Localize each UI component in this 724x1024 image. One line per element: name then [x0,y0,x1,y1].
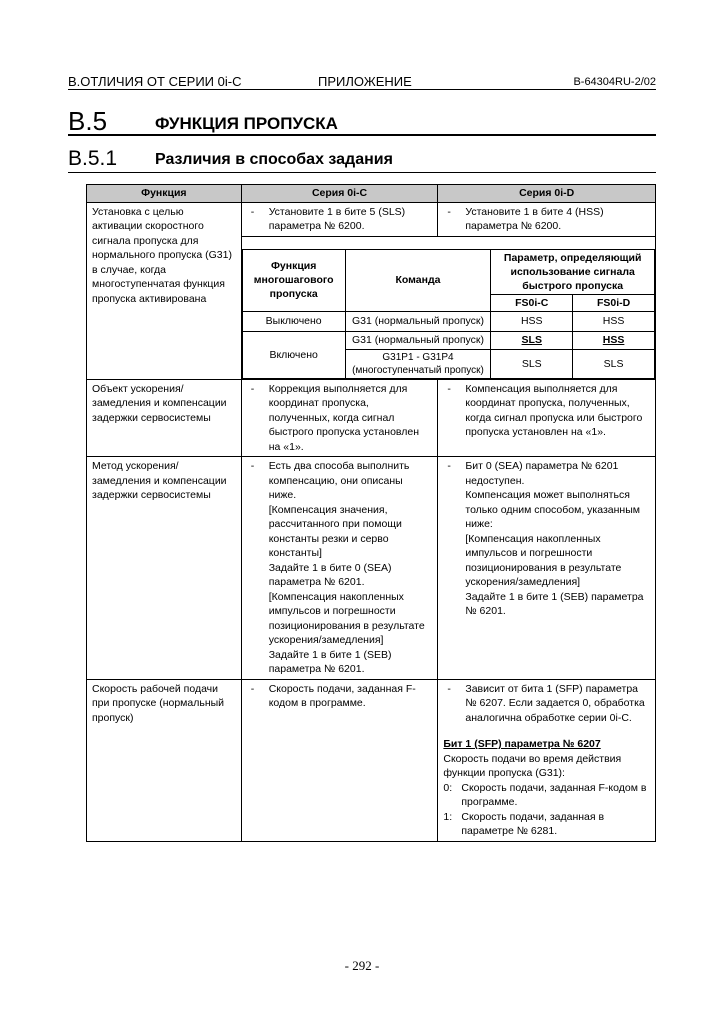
row2-d-text: Компенсация выполняется для координат пропуска, полученных, когда сигнал пропуска или быстрого пропуска установлен на «1». [465,382,643,438]
bullet: - [250,205,255,218]
skip-signal-table [242,249,655,379]
row3-c-line1: Есть два способа выполнить компенсацию, они описаны ниже. [268,460,410,501]
table-header-row [87,185,656,203]
inner-r1-c: HSS [491,311,573,331]
table-row [87,679,656,841]
row3-d-line3: [Компенсация накопленных импульсов и погрешности позиционирования в результате ускорения/замедления] [465,532,622,588]
row3-series-c [241,457,438,680]
row1-function: Установка с целью активации скоростного сигнала пропуска для нормального пропуска (G31) в случае, когда многоступенчатая функция пропуска активирована [87,202,242,379]
row3-d-line1: Бит 0 (SEA) параметра № 6201 недоступен. [465,460,619,487]
bullet: - [447,205,451,218]
inner-r2-d: HSS [573,331,655,349]
row3-c-line4: [Компенсация накопленных импульсов и погрешности позиционирования в результате ускорения/замедления] [268,590,425,646]
row4-series-c [241,679,438,841]
row2-series-d [438,379,656,457]
subsection-rule [68,172,656,173]
row1-inner-cell [241,236,655,379]
section-rule [68,134,656,136]
row2-function: Объект ускорения/замедления и компенсации задержки сервосистемы [87,379,242,457]
bullet: - [250,382,255,395]
row1-d-text: Установите 1 в бите 4 (HSS) параметра № 6200. [465,205,604,232]
subsection-number: B.5.1 [68,147,118,170]
header-series-d: Серия 0i-D [438,185,656,203]
row4-d-option1: Скорость подачи, заданная в параметре № 6281. [461,810,605,837]
header-appendix: ПРИЛОЖЕНИЕ [318,74,412,89]
inner-header-param: Параметр, определяющий использование сигнала быстрого пропуска [491,249,655,294]
table-row [87,457,656,680]
inner-header-function: Функция многошагового пропуска [242,249,345,311]
row4-d-title: Бит 1 (SFP) параметра № 6207 [443,738,601,750]
row4-d-text: Зависит от бита 1 (SFP) параметра № 6207. Если задается 0, обработка аналогична обработке серии 0i-C. [465,682,645,724]
table-row [87,379,656,457]
inner-r1-d: HSS [573,311,655,331]
row3-d-line4: Задайте 1 в бите 1 (SEB) параметра № 6201. [465,590,644,617]
row3-function: Метод ускорения/замедления и компенсации задержки сервосистемы [87,457,242,680]
row4-c-text: Скорость подачи, заданная F-кодом в программе. [268,682,416,709]
row1-c-text: Установите 1 в бите 5 (SLS) параметра № 6200. [268,205,406,232]
bullet: - [447,682,451,695]
row4-function: Скорость рабочей подачи при пропуске (нормальный пропуск) [87,679,242,841]
row3-c-line5: Задайте 1 в бите 1 (SEB) параметра № 6201. [268,648,392,675]
inner-r3-d: SLS [573,349,655,378]
differences-table [86,184,656,842]
page-number: - 292 - [344,958,380,973]
option-number: 0: [443,781,453,794]
inner-on: Включено [242,331,345,378]
row2-c-text: Коррекция выполняется для координат пропуска, полученных, когда сигнал быстрого пропуска установлен на «1». [268,382,420,453]
header-series-c: Серия 0i-C [241,185,438,203]
option-number: 1: [443,810,453,823]
inner-r1-command: G31 (нормальный пропуск) [345,311,491,331]
inner-off: Выключено [242,311,345,331]
row4-d-option0: Скорость подачи, заданная F-кодом в программе. [461,781,647,808]
inner-header-command: Команда [345,249,491,311]
row1-series-d [438,202,656,236]
header-doc-number: B-64304RU-2/02 [573,76,656,88]
inner-r3-command [345,349,491,378]
row1-series-c [241,202,438,236]
header-rule [68,89,656,90]
row4-series-d [438,679,656,841]
inner-r3-command-b: (многоступенчатый пропуск) [352,364,484,376]
inner-r3-command-a: G31P1 - G31P4 [382,351,454,363]
row3-d-line2: Компенсация может выполняться только одним способом, указанным ниже: [465,489,640,530]
table-row [87,202,656,236]
row3-series-d [438,457,656,680]
bullet: - [447,382,451,395]
inner-header-fs0i-c: FS0i-C [491,294,573,311]
row3-c-line3: Задайте 1 в бите 0 (SEA) параметра № 6201. [268,561,392,588]
row3-c-line2: [Компенсация значения, рассчитанного при помощи константы резки и серво константы] [268,503,402,559]
row2-series-c [241,379,438,457]
inner-r3-c: SLS [491,349,573,378]
section-number: B.5 [68,106,108,136]
section-title: ФУНКЦИЯ ПРОПУСКА [155,114,338,133]
inner-r2-c: SLS [491,331,573,349]
inner-header-fs0i-d: FS0i-D [573,294,655,311]
bullet: - [250,682,255,695]
subsection-title: Различия в способах задания [155,151,393,168]
header-function: Функция [87,185,242,203]
row4-d-desc: Скорость подачи во время действия функции пропуска (G31): [443,752,622,779]
bullet: - [447,460,451,472]
inner-r2-command: G31 (нормальный пропуск) [345,331,491,349]
bullet: - [250,460,255,472]
header-chapter: B.ОТЛИЧИЯ ОТ СЕРИИ 0i-C [68,74,242,89]
